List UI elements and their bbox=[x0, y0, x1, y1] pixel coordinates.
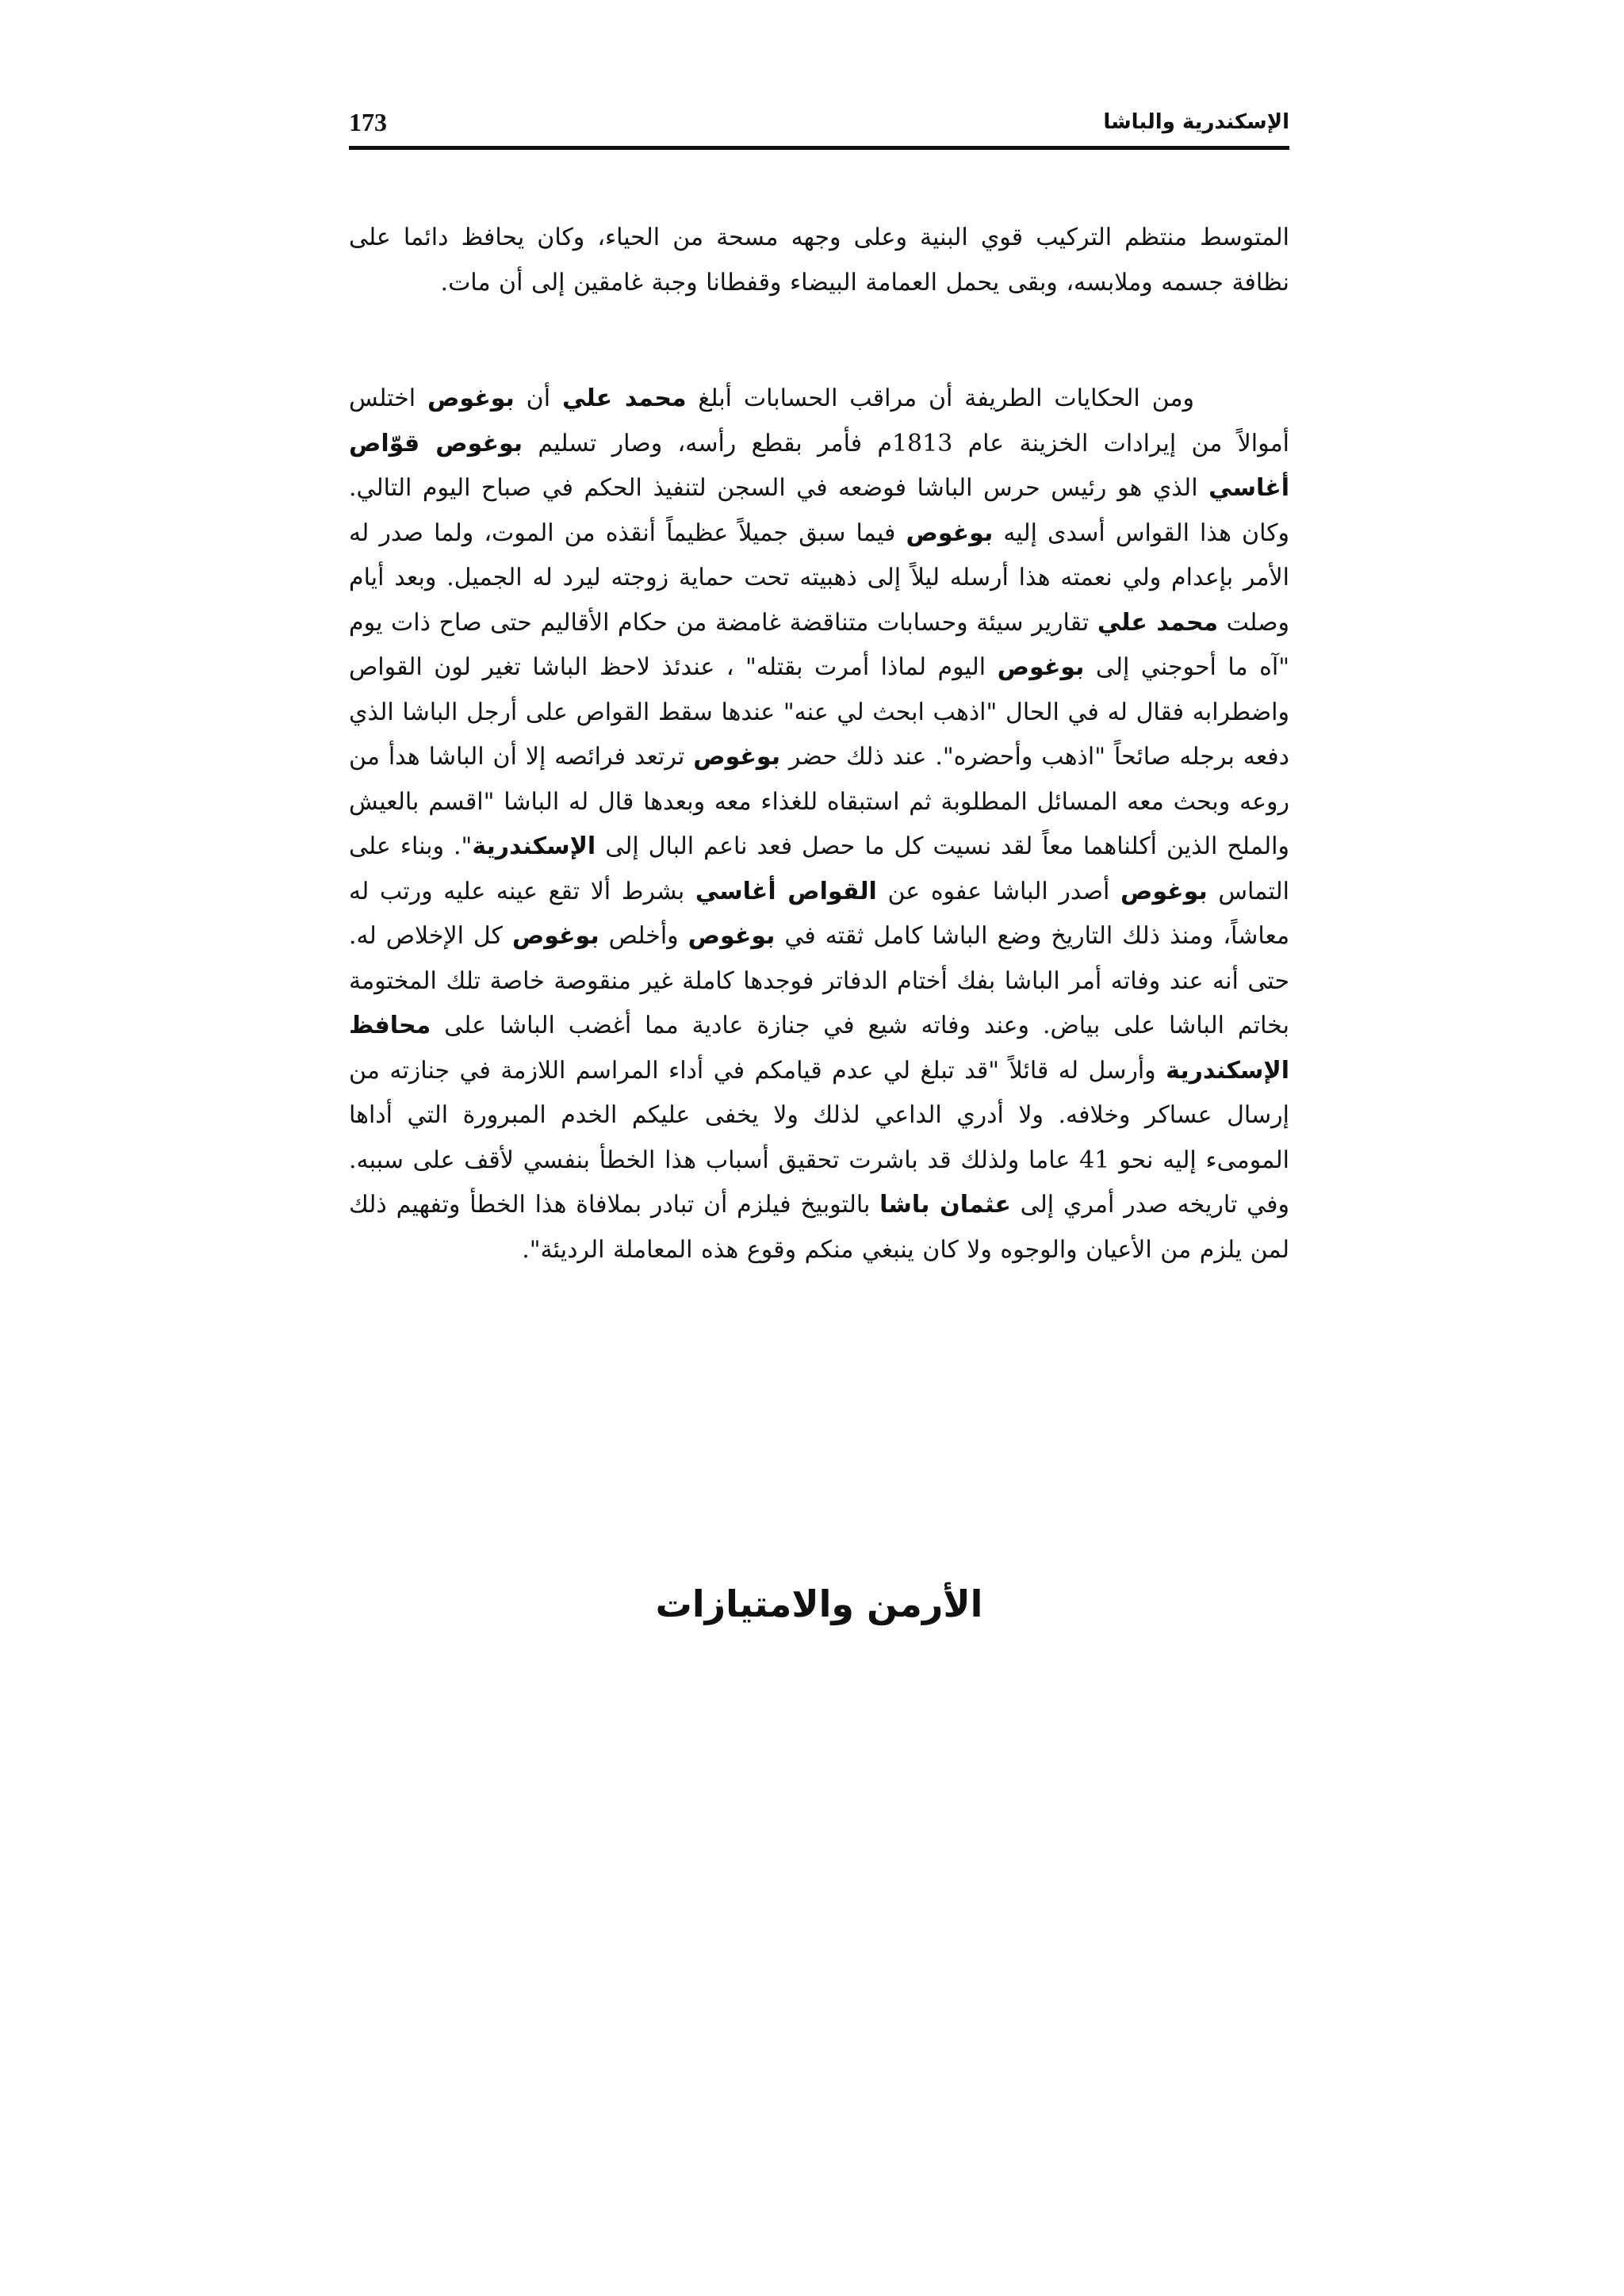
bold-name: محمد علي bbox=[561, 385, 687, 412]
running-title: الإسكندرية والباشا bbox=[1103, 110, 1289, 134]
text-run: ترتعد فرائصه إلا أن الباشا هدأ من روعه وبحث معه المسائل المطلوبة ثم استبقاه للغذاء معه وبعدها قال له الباشا "اقسم بالعيش والملح الذين أكلناهما معاً لقد نسيت كل ما حصل فعد ناعم البال إلى bbox=[349, 743, 1289, 860]
text-run: كل الإخلاص له. حتى أنه عند وفاته أمر الباشا بفك أختام الدفاتر فوجدها كاملة غير منقوصة خاصة تلك المختومة بخاتم الباشا على بياض. وعند وفاته شيع في جنازة عادية مما أغضب الباشا على bbox=[349, 922, 1289, 1039]
bold-name: محافظ الإسكندرية bbox=[349, 1012, 1289, 1085]
bold-name: بوغوص bbox=[906, 519, 994, 547]
text-run: بشرط ألا تقع عينه عليه ورتب له معاشاً، ومنذ ذلك التاريخ وضع الباشا كامل ثقته في bbox=[349, 877, 1290, 950]
bold-name: بوغوص bbox=[997, 653, 1085, 681]
text-run: اختلس أموالاً من إيرادات الخزينة عام 1813م فأمر بقطع رأسه، وصار تسليم bbox=[349, 385, 1290, 457]
bold-name: بوغوص bbox=[511, 922, 599, 950]
text-run: ومن الحكايات الطريفة أن مراقب الحسابات أبلغ bbox=[686, 385, 1194, 412]
text-run: فيما سبق جميلاً عظيماً أنقذه من الموت، ولما صدر له الأمر بإعدام ولي نعمته هذا أرسله ليلاً إلى ذهبيته تحت حماية زوجته ليرد له الجميل. وبعد أيام وصلت bbox=[349, 519, 1290, 637]
bold-name: بوغوص bbox=[693, 743, 780, 771]
text-run: أن bbox=[514, 385, 562, 412]
bold-name: بوغوص bbox=[427, 385, 515, 412]
text-run: أصدر الباشا عفوه عن bbox=[876, 877, 1121, 905]
page-header bbox=[349, 100, 1289, 147]
bold-name: القواص أغاسي bbox=[695, 877, 877, 905]
paragraph-2 bbox=[349, 377, 1289, 1272]
text-run: ". وبناء على التماس bbox=[349, 832, 1290, 905]
section-heading: الأرمن والامتيازات bbox=[655, 1582, 983, 1625]
text-run: وأرسل له قائلاً "قد تبلغ لي عدم قيامكم في أداء المراسم اللازمة في جنازته من إرسال عساكر وخلافه. ولا أدري الداعي لذلك ولا يخفى عليكم الخدم المبرورة التي أداها المومىء إليه نحو 41 عاما ولذلك قد باشرت تحقيق أسباب هذا الخطأ بنفسي لأقف على سببه. وفي تاريخه صدر أمري إلى bbox=[349, 1056, 1290, 1219]
bold-name: بوغوص bbox=[688, 922, 776, 950]
bold-name: عثمان باشا bbox=[879, 1191, 1011, 1219]
text-run: وأخلص bbox=[599, 922, 688, 950]
header-rule bbox=[349, 146, 1289, 150]
bold-name: بوغوص bbox=[1120, 877, 1208, 905]
text-run: اليوم لماذا أمرت بقتله" ، عندئذ لاحظ الباشا تغير لون القواص واضطرابه فقال له في الحال "اذهب ابحث لي عنه" عندها سقط القواص على أرجل الباشا الذي دفعه برجله صائحاً "اذهب وأحضره". عند ذلك حضر bbox=[349, 653, 1289, 771]
text-run: الذي هو رئيس حرس الباشا فوضعه في السجن لتنفيذ الحكم في صباح اليوم التالي. وكان هذا القواس أسدى إليه bbox=[349, 474, 1289, 547]
bold-name: بوغوص قوّاص أغاسي bbox=[349, 429, 1289, 502]
bold-name: محمد علي bbox=[1097, 608, 1219, 637]
page-number: 173 bbox=[349, 108, 387, 136]
bold-name: الإسكندرية bbox=[472, 832, 596, 860]
text-run: بالتوبيخ فيلزم أن تبادر بملافاة هذا الخطأ وتفهيم ذلك لمن يلزم من الأعيان والوجوه ولا كان ينبغي منكم وقوع هذه المعاملة الرديئة". bbox=[349, 1191, 1289, 1264]
text-run: تقارير سيئة وحسابات متناقضة غامضة من حكام الأقاليم حتى صاح ذات يوم "آه ما أحوجني إلى bbox=[349, 608, 1289, 681]
paragraph-1: المتوسط منتظم التركيب قوي البنية وعلى وجهه مسحة من الحياء، وكان يحافظ دائما على نظافة جسمه وملابسه، وبقى يحمل العمامة البيضاء وقفطانا وجبة غامقين إلى أن مات. bbox=[349, 224, 1289, 297]
